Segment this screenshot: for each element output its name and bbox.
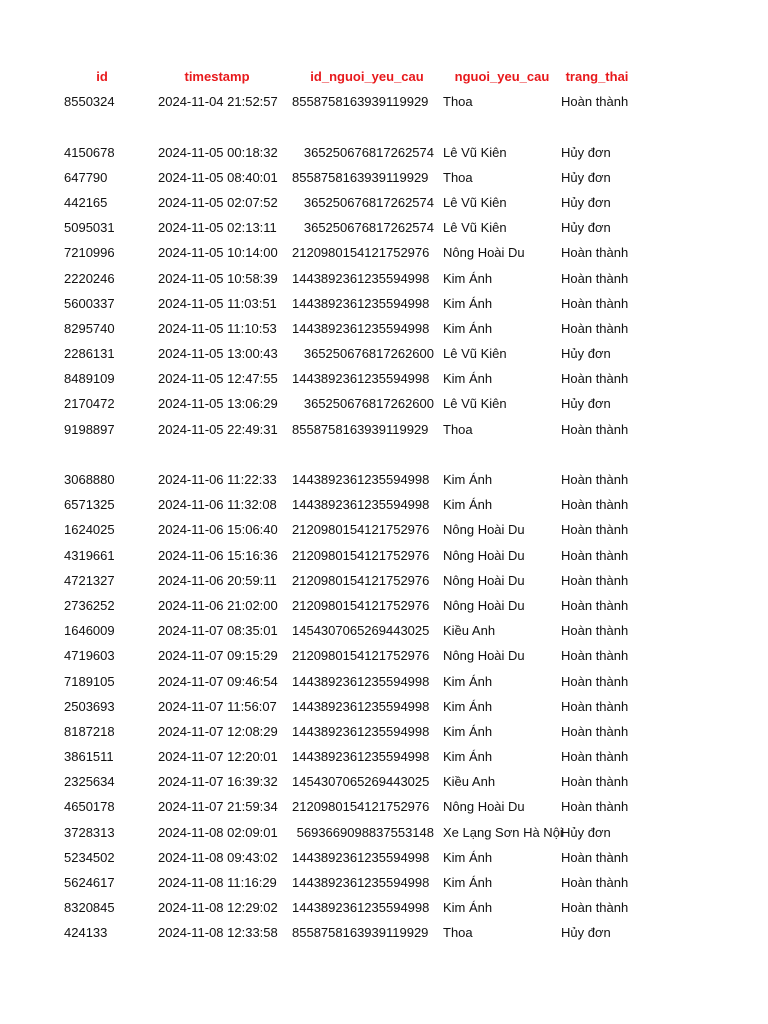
- cell-id-nguoi-yeu-cau[interactable]: 1443892361235594998: [292, 295, 430, 311]
- cell-trang-thai[interactable]: Hoàn thành: [561, 94, 629, 110]
- cell-id[interactable]: 3728313: [64, 824, 115, 840]
- cell-id[interactable]: 5600337: [64, 295, 115, 311]
- cell-id[interactable]: 4721327: [64, 572, 115, 588]
- table-row: [0, 215, 768, 240]
- cell-timestamp[interactable]: 2024-11-07 12:20:01: [158, 749, 278, 765]
- cell-nguoi-yeu-cau[interactable]: Kim Ánh: [443, 723, 493, 739]
- cell-nguoi-yeu-cau[interactable]: Kiều Anh: [443, 774, 496, 790]
- cell-nguoi-yeu-cau[interactable]: Nông Hoài Du: [443, 648, 525, 664]
- cell-id-nguoi-yeu-cau[interactable]: 2120980154121752976: [292, 597, 430, 613]
- cell-timestamp[interactable]: 2024-11-08 12:29:02: [158, 900, 278, 916]
- cell-nguoi-yeu-cau[interactable]: Kim Ánh: [443, 749, 493, 765]
- cell-id[interactable]: 1624025: [64, 522, 115, 538]
- cell-trang-thai[interactable]: Hủy đơn: [561, 169, 611, 185]
- cell-id[interactable]: 647790: [64, 169, 108, 185]
- cell-timestamp[interactable]: 2024-11-07 09:46:54: [158, 673, 278, 689]
- cell-nguoi-yeu-cau[interactable]: Xe Lạng Sơn Hà Nội: [443, 824, 563, 840]
- cell-id[interactable]: 2286131: [64, 346, 115, 362]
- cell-trang-thai[interactable]: Hoàn thành: [561, 849, 629, 865]
- cell-timestamp[interactable]: 2024-11-04 21:52:57: [158, 94, 278, 110]
- cell-trang-thai[interactable]: Hoàn thành: [561, 698, 629, 714]
- table-row: [0, 920, 768, 945]
- cell-id-nguoi-yeu-cau[interactable]: 1443892361235594998: [292, 749, 430, 765]
- cell-trang-thai[interactable]: Hoàn thành: [561, 472, 629, 487]
- cell-timestamp[interactable]: 2024-11-07 21:59:34: [158, 799, 278, 815]
- cell-timestamp[interactable]: 2024-11-08 11:16:29: [158, 875, 277, 890]
- cell-nguoi-yeu-cau[interactable]: Kim Ánh: [443, 849, 493, 865]
- cell-id-nguoi-yeu-cau[interactable]: 8558758163939119929: [292, 925, 429, 941]
- cell-trang-thai[interactable]: Hoàn thành: [561, 648, 629, 664]
- cell-id[interactable]: 3068880: [64, 472, 115, 487]
- cell-timestamp[interactable]: 2024-11-05 02:13:11: [158, 220, 277, 236]
- cell-id-nguoi-yeu-cau[interactable]: 1443892361235594998: [292, 673, 430, 689]
- cell-nguoi-yeu-cau[interactable]: Kim Ánh: [443, 875, 493, 890]
- cell-timestamp[interactable]: 2024-11-08 12:33:58: [158, 925, 278, 941]
- cell-nguoi-yeu-cau[interactable]: Nông Hoài Du: [443, 547, 525, 563]
- cell-id-nguoi-yeu-cau[interactable]: 2120980154121752976: [292, 522, 430, 538]
- header-row: [0, 64, 768, 89]
- cell-trang-thai[interactable]: Hoàn thành: [561, 799, 629, 815]
- cell-id-nguoi-yeu-cau[interactable]: 2120980154121752976: [292, 547, 430, 563]
- cell-id-nguoi-yeu-cau[interactable]: 8558758163939119929: [292, 169, 429, 185]
- cell-trang-thai[interactable]: Hủy đơn: [561, 220, 611, 236]
- cell-timestamp[interactable]: 2024-11-06 15:16:36: [158, 547, 278, 563]
- cell-id-nguoi-yeu-cau[interactable]: 1443892361235594998: [292, 270, 430, 286]
- cell-id[interactable]: 2503693: [64, 698, 115, 714]
- cell-nguoi-yeu-cau[interactable]: Kim Ánh: [443, 270, 493, 286]
- cell-id[interactable]: 8295740: [64, 320, 115, 336]
- cell-id[interactable]: 4319661: [64, 547, 115, 563]
- cell-id[interactable]: 4150678: [64, 144, 115, 160]
- cell-id-nguoi-yeu-cau[interactable]: 365250676817262574: [303, 194, 434, 210]
- table-row: [0, 568, 768, 593]
- cell-id-nguoi-yeu-cau[interactable]: 2120980154121752976: [292, 245, 430, 261]
- cell-id[interactable]: 2736252: [64, 597, 115, 613]
- cell-timestamp[interactable]: 2024-11-06 11:22:33: [158, 472, 277, 487]
- column-header-trang-thai[interactable]: trang_thai: [565, 69, 629, 84]
- table-row: [0, 291, 768, 316]
- cell-id-nguoi-yeu-cau[interactable]: 1443892361235594998: [292, 698, 430, 714]
- cell-trang-thai[interactable]: Hủy đơn: [561, 925, 611, 941]
- cell-trang-thai[interactable]: Hoàn thành: [561, 723, 629, 739]
- cell-trang-thai[interactable]: Hủy đơn: [561, 346, 611, 362]
- cell-id-nguoi-yeu-cau[interactable]: 1454307065269443025: [292, 623, 430, 639]
- cell-timestamp[interactable]: 2024-11-07 16:39:32: [158, 774, 278, 790]
- cell-id-nguoi-yeu-cau[interactable]: 1443892361235594998: [292, 497, 430, 513]
- table-row: [0, 669, 768, 694]
- cell-id-nguoi-yeu-cau[interactable]: 2120980154121752976: [292, 572, 430, 588]
- cell-nguoi-yeu-cau[interactable]: Kiều Anh: [443, 623, 496, 639]
- spreadsheet: [0, 64, 768, 946]
- cell-nguoi-yeu-cau[interactable]: Thoa: [443, 169, 473, 185]
- cell-trang-thai[interactable]: Hoàn thành: [561, 421, 629, 437]
- table-row: [0, 140, 768, 165]
- cell-trang-thai[interactable]: Hoàn thành: [561, 270, 629, 286]
- cell-trang-thai[interactable]: Hủy đơn: [561, 396, 611, 412]
- cell-trang-thai[interactable]: Hoàn thành: [561, 673, 629, 689]
- cell-timestamp[interactable]: 2024-11-07 12:08:29: [158, 723, 278, 739]
- cell-nguoi-yeu-cau[interactable]: Thoa: [443, 94, 473, 110]
- cell-id[interactable]: 8320845: [64, 900, 115, 916]
- cell-timestamp[interactable]: 2024-11-05 11:10:53: [158, 320, 277, 336]
- cell-id-nguoi-yeu-cau[interactable]: 2120980154121752976: [292, 799, 430, 815]
- cell-timestamp[interactable]: 2024-11-05 08:40:01: [158, 169, 278, 185]
- table-row: [0, 820, 768, 845]
- cell-id[interactable]: 5095031: [64, 220, 115, 236]
- column-header-timestamp[interactable]: timestamp: [184, 69, 250, 84]
- table-row: [0, 643, 768, 668]
- cell-id-nguoi-yeu-cau[interactable]: 365250676817262600: [303, 396, 434, 412]
- table-row: [0, 316, 768, 341]
- table-row: [0, 190, 768, 215]
- cell-id[interactable]: 4650178: [64, 799, 115, 815]
- cell-timestamp[interactable]: 2024-11-05 13:00:43: [158, 346, 278, 362]
- cell-id[interactable]: 424133: [64, 925, 108, 941]
- cell-timestamp[interactable]: 2024-11-07 08:35:01: [158, 623, 278, 639]
- cell-id[interactable]: 8187218: [64, 723, 115, 739]
- cell-timestamp[interactable]: 2024-11-07 11:56:07: [158, 698, 277, 714]
- cell-id[interactable]: 2170472: [64, 396, 115, 412]
- cell-trang-thai[interactable]: Hoàn thành: [561, 371, 629, 387]
- cell-id-nguoi-yeu-cau[interactable]: 1443892361235594998: [292, 371, 430, 387]
- table-row: [0, 89, 768, 114]
- cell-timestamp[interactable]: 2024-11-05 11:03:51: [158, 295, 277, 311]
- cell-id[interactable]: 2220246: [64, 270, 115, 286]
- cell-trang-thai[interactable]: Hoàn thành: [561, 623, 629, 639]
- cell-trang-thai[interactable]: Hoàn thành: [561, 497, 629, 513]
- table-row: [0, 694, 768, 719]
- table-row: [0, 165, 768, 190]
- cell-timestamp[interactable]: 2024-11-08 02:09:01: [158, 824, 278, 840]
- cell-id-nguoi-yeu-cau[interactable]: 8558758163939119929: [292, 94, 429, 110]
- cell-nguoi-yeu-cau[interactable]: Nông Hoài Du: [443, 572, 525, 588]
- cell-nguoi-yeu-cau[interactable]: Kim Ánh: [443, 673, 493, 689]
- cell-nguoi-yeu-cau[interactable]: Thoa: [443, 421, 473, 437]
- table-row: [0, 467, 768, 492]
- cell-nguoi-yeu-cau[interactable]: Nông Hoài Du: [443, 522, 525, 538]
- cell-id-nguoi-yeu-cau[interactable]: 8558758163939119929: [292, 421, 429, 437]
- cell-timestamp[interactable]: 2024-11-05 22:49:31: [158, 421, 278, 437]
- cell-timestamp[interactable]: 2024-11-05 10:58:39: [158, 270, 278, 286]
- cell-id[interactable]: 442165: [64, 194, 108, 210]
- cell-nguoi-yeu-cau[interactable]: Lê Vũ Kiên: [443, 396, 507, 412]
- cell-nguoi-yeu-cau[interactable]: Kim Ánh: [443, 497, 493, 513]
- cell-timestamp[interactable]: 2024-11-07 09:15:29: [158, 648, 278, 664]
- cell-id-nguoi-yeu-cau[interactable]: 2120980154121752976: [292, 648, 430, 664]
- table-row: [0, 543, 768, 568]
- cell-trang-thai[interactable]: Hoàn thành: [561, 774, 629, 790]
- cell-id[interactable]: 4719603: [64, 648, 115, 664]
- cell-id-nguoi-yeu-cau[interactable]: 1443892361235594998: [292, 320, 430, 336]
- table-row: [0, 845, 768, 870]
- cell-nguoi-yeu-cau[interactable]: Lê Vũ Kiên: [443, 220, 507, 236]
- cell-id[interactable]: 1646009: [64, 623, 115, 639]
- cell-timestamp[interactable]: 2024-11-05 12:47:55: [158, 371, 278, 387]
- cell-id[interactable]: 7210996: [64, 245, 115, 261]
- cell-timestamp[interactable]: 2024-11-06 21:02:00: [158, 597, 278, 613]
- cell-id-nguoi-yeu-cau[interactable]: 365250676817262600: [303, 346, 434, 362]
- cell-trang-thai[interactable]: Hoàn thành: [561, 749, 629, 765]
- cell-id-nguoi-yeu-cau[interactable]: 1454307065269443025: [292, 774, 430, 790]
- blank-row: [0, 442, 768, 467]
- cell-nguoi-yeu-cau[interactable]: Kim Ánh: [443, 320, 493, 336]
- cell-timestamp[interactable]: 2024-11-06 20:59:11: [158, 572, 277, 588]
- column-header-nguoi-yeu-cau[interactable]: nguoi_yeu_cau: [454, 69, 550, 84]
- table-row: [0, 417, 768, 442]
- cell-nguoi-yeu-cau[interactable]: Thoa: [443, 925, 473, 941]
- table-row: [0, 593, 768, 618]
- table-row: [0, 895, 768, 920]
- cell-id[interactable]: 3861511: [64, 749, 114, 765]
- cell-nguoi-yeu-cau[interactable]: Kim Ánh: [443, 371, 493, 387]
- cell-trang-thai[interactable]: Hoàn thành: [561, 295, 629, 311]
- cell-id-nguoi-yeu-cau[interactable]: 1443892361235594998: [292, 472, 430, 487]
- cell-id[interactable]: 7189105: [64, 673, 115, 689]
- cell-trang-thai[interactable]: Hoàn thành: [561, 547, 629, 563]
- cell-timestamp[interactable]: 2024-11-05 02:07:52: [158, 194, 278, 210]
- table-row: [0, 618, 768, 643]
- cell-nguoi-yeu-cau[interactable]: Lê Vũ Kiên: [443, 144, 507, 160]
- column-header-id-nguoi-yeu-cau[interactable]: id_nguoi_yeu_cau: [310, 69, 424, 84]
- cell-id-nguoi-yeu-cau[interactable]: 1443892361235594998: [292, 875, 430, 890]
- cell-trang-thai[interactable]: Hoàn thành: [561, 245, 629, 261]
- table-row: [0, 870, 768, 895]
- cell-timestamp[interactable]: 2024-11-05 10:14:00: [158, 245, 278, 261]
- cell-trang-thai[interactable]: Hủy đơn: [561, 194, 611, 210]
- table-row: [0, 266, 768, 291]
- cell-trang-thai[interactable]: Hủy đơn: [561, 824, 611, 840]
- cell-trang-thai[interactable]: Hoàn thành: [561, 320, 629, 336]
- cell-id-nguoi-yeu-cau[interactable]: 1443892361235594998: [292, 723, 430, 739]
- table-row: [0, 240, 768, 265]
- table-body: [0, 89, 768, 945]
- table-row: [0, 744, 768, 769]
- cell-nguoi-yeu-cau[interactable]: Nông Hoài Du: [443, 597, 525, 613]
- cell-id[interactable]: 8489109: [64, 371, 115, 387]
- cell-id-nguoi-yeu-cau[interactable]: 1443892361235594998: [292, 849, 430, 865]
- table-row: [0, 341, 768, 366]
- cell-id-nguoi-yeu-cau[interactable]: 1443892361235594998: [292, 900, 430, 916]
- table-row: [0, 719, 768, 744]
- cell-trang-thai[interactable]: Hoàn thành: [561, 900, 629, 916]
- cell-timestamp[interactable]: 2024-11-05 13:06:29: [158, 396, 278, 412]
- cell-nguoi-yeu-cau[interactable]: Kim Ánh: [443, 900, 493, 916]
- cell-nguoi-yeu-cau[interactable]: Kim Ánh: [443, 295, 493, 311]
- cell-id[interactable]: 9198897: [64, 421, 115, 437]
- cell-nguoi-yeu-cau[interactable]: Kim Ánh: [443, 472, 493, 487]
- cell-id-nguoi-yeu-cau[interactable]: 365250676817262574: [303, 220, 434, 236]
- table-row: [0, 492, 768, 517]
- cell-id[interactable]: 2325634: [64, 774, 115, 790]
- cell-timestamp[interactable]: 2024-11-08 09:43:02: [158, 849, 278, 865]
- table-row: [0, 517, 768, 542]
- cell-timestamp[interactable]: 2024-11-05 00:18:32: [158, 144, 278, 160]
- cell-nguoi-yeu-cau[interactable]: Nông Hoài Du: [443, 245, 525, 261]
- table-row: [0, 366, 768, 391]
- table-row: [0, 769, 768, 794]
- cell-trang-thai[interactable]: Hoàn thành: [561, 875, 629, 890]
- cell-nguoi-yeu-cau[interactable]: Kim Ánh: [443, 698, 493, 714]
- cell-trang-thai[interactable]: Hoàn thành: [561, 572, 629, 588]
- table-row: [0, 794, 768, 819]
- column-header-id[interactable]: id: [96, 69, 108, 84]
- cell-nguoi-yeu-cau[interactable]: Nông Hoài Du: [443, 799, 525, 815]
- cell-trang-thai[interactable]: Hủy đơn: [561, 144, 611, 160]
- cell-timestamp[interactable]: 2024-11-06 15:06:40: [158, 522, 278, 538]
- blank-row: [0, 114, 768, 139]
- cell-id[interactable]: 5234502: [64, 849, 115, 865]
- cell-id-nguoi-yeu-cau[interactable]: 5693669098837553148: [296, 824, 434, 840]
- cell-id[interactable]: 5624617: [64, 875, 115, 890]
- cell-id-nguoi-yeu-cau[interactable]: 365250676817262574: [303, 144, 434, 160]
- cell-nguoi-yeu-cau[interactable]: Lê Vũ Kiên: [443, 346, 507, 362]
- table-row: [0, 391, 768, 416]
- cell-trang-thai[interactable]: Hoàn thành: [561, 522, 629, 538]
- cell-trang-thai[interactable]: Hoàn thành: [561, 597, 629, 613]
- cell-nguoi-yeu-cau[interactable]: Lê Vũ Kiên: [443, 194, 507, 210]
- cell-id[interactable]: 6571325: [64, 497, 115, 513]
- cell-id[interactable]: 8550324: [64, 94, 115, 110]
- cell-timestamp[interactable]: 2024-11-06 11:32:08: [158, 497, 277, 513]
